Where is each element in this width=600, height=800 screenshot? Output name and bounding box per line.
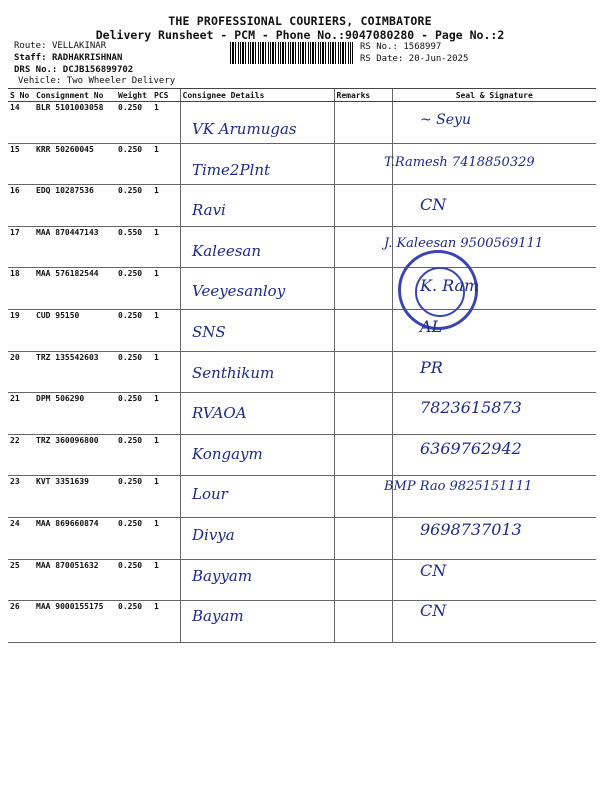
cell-weight: 0.250	[116, 268, 152, 310]
cell-sno: 18	[8, 268, 34, 310]
handwritten-consignee: VK Arumugas	[192, 120, 297, 138]
col-header-remarks: Remarks	[334, 89, 392, 102]
cell-sno: 20	[8, 351, 34, 393]
cell-consignment-no: MAA 870447143	[34, 226, 116, 268]
cell-consignment-no: KRR 50260045	[34, 143, 116, 185]
handwritten-consignee: Kaleesan	[192, 241, 262, 260]
handwritten-signature: BMP Rao 9825151111	[384, 479, 533, 495]
drs-value: DCJB156899702	[62, 65, 134, 75]
cell-consignment-no: CUD 95150	[34, 309, 116, 351]
handwritten-signature: J. Kaleesan 9500569111	[384, 235, 544, 251]
table-row	[8, 309, 596, 351]
cell-weight: 0.250	[116, 601, 152, 643]
cell-sno: 21	[8, 393, 34, 435]
cell-weight: 0.250	[116, 434, 152, 476]
cell-weight: 0.250	[116, 393, 152, 435]
runsheet-table	[8, 88, 596, 643]
handwritten-signature: PR	[420, 357, 443, 377]
cell-sno: 24	[8, 517, 34, 559]
cell-pcs: 1	[152, 559, 180, 601]
cell-remarks	[334, 309, 392, 351]
cell-weight: 0.250	[116, 143, 152, 185]
cell-pcs: 1	[152, 268, 180, 310]
col-header-consignment: Consignment No	[34, 89, 116, 102]
cell-pcs: 1	[152, 517, 180, 559]
table-row	[8, 268, 596, 310]
cell-remarks	[334, 601, 392, 643]
col-header-sno: S No	[8, 89, 34, 102]
handwritten-signature: T.Ramesh 7418850329	[384, 154, 535, 170]
cell-remarks	[334, 268, 392, 310]
runsheet-subtitle: Delivery Runsheet - PCM - Phone No.:9047080280 - Page No.:2	[95, 28, 505, 42]
cell-sno: 19	[8, 309, 34, 351]
handwritten-signature: 7823615873	[420, 398, 522, 418]
company-title: THE PROFESSIONAL COURIERS, COIMBATORE	[168, 14, 432, 28]
cell-remarks	[334, 434, 392, 476]
cell-consignment-no: KVT 3351639	[34, 476, 116, 518]
rs-date-line	[360, 54, 468, 64]
route-line	[14, 41, 106, 51]
staff-label: Staff:	[14, 53, 47, 63]
cell-pcs: 1	[152, 185, 180, 227]
handwritten-consignee: RVAOA	[192, 404, 247, 423]
drs-line	[14, 65, 133, 75]
handwritten-signature: K. Ram	[420, 276, 480, 296]
cell-pcs: 1	[152, 601, 180, 643]
handwritten-consignee: Bayam	[192, 607, 244, 626]
cell-pcs: 1	[152, 102, 180, 144]
vehicle-label: Vehicle:	[18, 76, 62, 86]
cell-weight: 0.550	[116, 226, 152, 268]
cell-remarks	[334, 351, 392, 393]
cell-pcs: 1	[152, 309, 180, 351]
handwritten-signature: CN	[420, 601, 447, 621]
cell-consignment-no: MAA 870051632	[34, 559, 116, 601]
rs-no-label: RS No.:	[360, 42, 398, 52]
cell-consignment-no: DPM 506290	[34, 393, 116, 435]
cell-pcs: 1	[152, 476, 180, 518]
cell-weight: 0.250	[116, 559, 152, 601]
staff-value: RADHAKRISHNAN	[51, 53, 123, 63]
cell-sno: 17	[8, 226, 34, 268]
handwritten-signature: 6369762942	[420, 438, 522, 458]
cell-pcs: 1	[152, 351, 180, 393]
cell-consignment-no: MAA 9000155175	[34, 601, 116, 643]
col-header-weight: Weight	[116, 89, 152, 102]
cell-pcs: 1	[152, 393, 180, 435]
handwritten-consignee: Kongaym	[192, 444, 263, 463]
cell-remarks	[334, 559, 392, 601]
table-row	[8, 351, 596, 393]
cell-remarks	[334, 517, 392, 559]
cell-sno: 14	[8, 102, 34, 144]
col-header-pcs: PCS	[152, 89, 180, 102]
rs-date-value: 20-Jun-2025	[408, 54, 469, 64]
handwritten-signature: AL	[420, 317, 443, 336]
handwritten-consignee: Senthikum	[192, 363, 275, 382]
rs-no-value: 1568997	[403, 42, 442, 52]
cell-sno: 22	[8, 434, 34, 476]
cell-remarks	[334, 185, 392, 227]
cell-pcs: 1	[152, 434, 180, 476]
cell-consignment-no: MAA 576182544	[34, 268, 116, 310]
cell-weight: 0.250	[116, 476, 152, 518]
cell-remarks	[334, 102, 392, 144]
route-label: Route:	[14, 41, 47, 51]
handwritten-consignee: Ravi	[192, 201, 226, 220]
table-row	[8, 102, 596, 144]
handwritten-consignee: SNS	[192, 323, 226, 341]
table-row	[8, 185, 596, 227]
vehicle-line	[18, 76, 175, 86]
table-body	[8, 102, 596, 643]
col-header-consignee: Consignee Details	[180, 89, 334, 102]
cell-weight: 0.250	[116, 185, 152, 227]
cell-consignment-no: BLR 5101003058	[34, 102, 116, 144]
handwritten-consignee: Bayyam	[192, 566, 253, 585]
table-row	[8, 559, 596, 601]
cell-sno: 25	[8, 559, 34, 601]
cell-weight: 0.250	[116, 102, 152, 144]
handwritten-signature: 9698737013	[420, 520, 522, 539]
cell-consignment-no: EDQ 10287536	[34, 185, 116, 227]
cell-sno: 26	[8, 601, 34, 643]
route-value: VELLAKINAR	[51, 41, 107, 51]
cell-sno: 16	[8, 185, 34, 227]
barcode	[230, 42, 353, 64]
signature-row-14: ~ Seyu	[420, 112, 471, 128]
handwritten-signature: CN	[420, 560, 447, 580]
drs-label: DRS No.:	[14, 65, 58, 75]
cell-weight: 0.250	[116, 351, 152, 393]
rs-date-label: RS Date:	[360, 54, 404, 64]
cell-pcs: 1	[152, 226, 180, 268]
cell-remarks	[334, 393, 392, 435]
staff-line	[14, 53, 122, 63]
cell-weight: 0.250	[116, 309, 152, 351]
handwritten-consignee: Lour	[192, 485, 228, 504]
cell-sno: 23	[8, 476, 34, 518]
handwritten-signature: CN	[420, 195, 447, 215]
table-row	[8, 601, 596, 643]
cell-consignment-no: TRZ 135542603	[34, 351, 116, 393]
handwritten-consignee: Veeyesanloy	[192, 282, 286, 301]
rs-no-line	[360, 42, 441, 52]
cell-pcs: 1	[152, 143, 180, 185]
cell-consignment-no: MAA 869660874	[34, 517, 116, 559]
handwritten-consignee: Divya	[192, 526, 235, 544]
table-header-row	[8, 89, 596, 102]
handwritten-consignee: Time2Plnt	[192, 160, 271, 179]
col-header-signature: Seal & Signature	[392, 89, 596, 102]
vehicle-value: Two Wheeler Delivery	[66, 76, 176, 86]
cell-sno: 15	[8, 143, 34, 185]
cell-weight: 0.250	[116, 517, 152, 559]
cell-consignment-no: TRZ 360096800	[34, 434, 116, 476]
